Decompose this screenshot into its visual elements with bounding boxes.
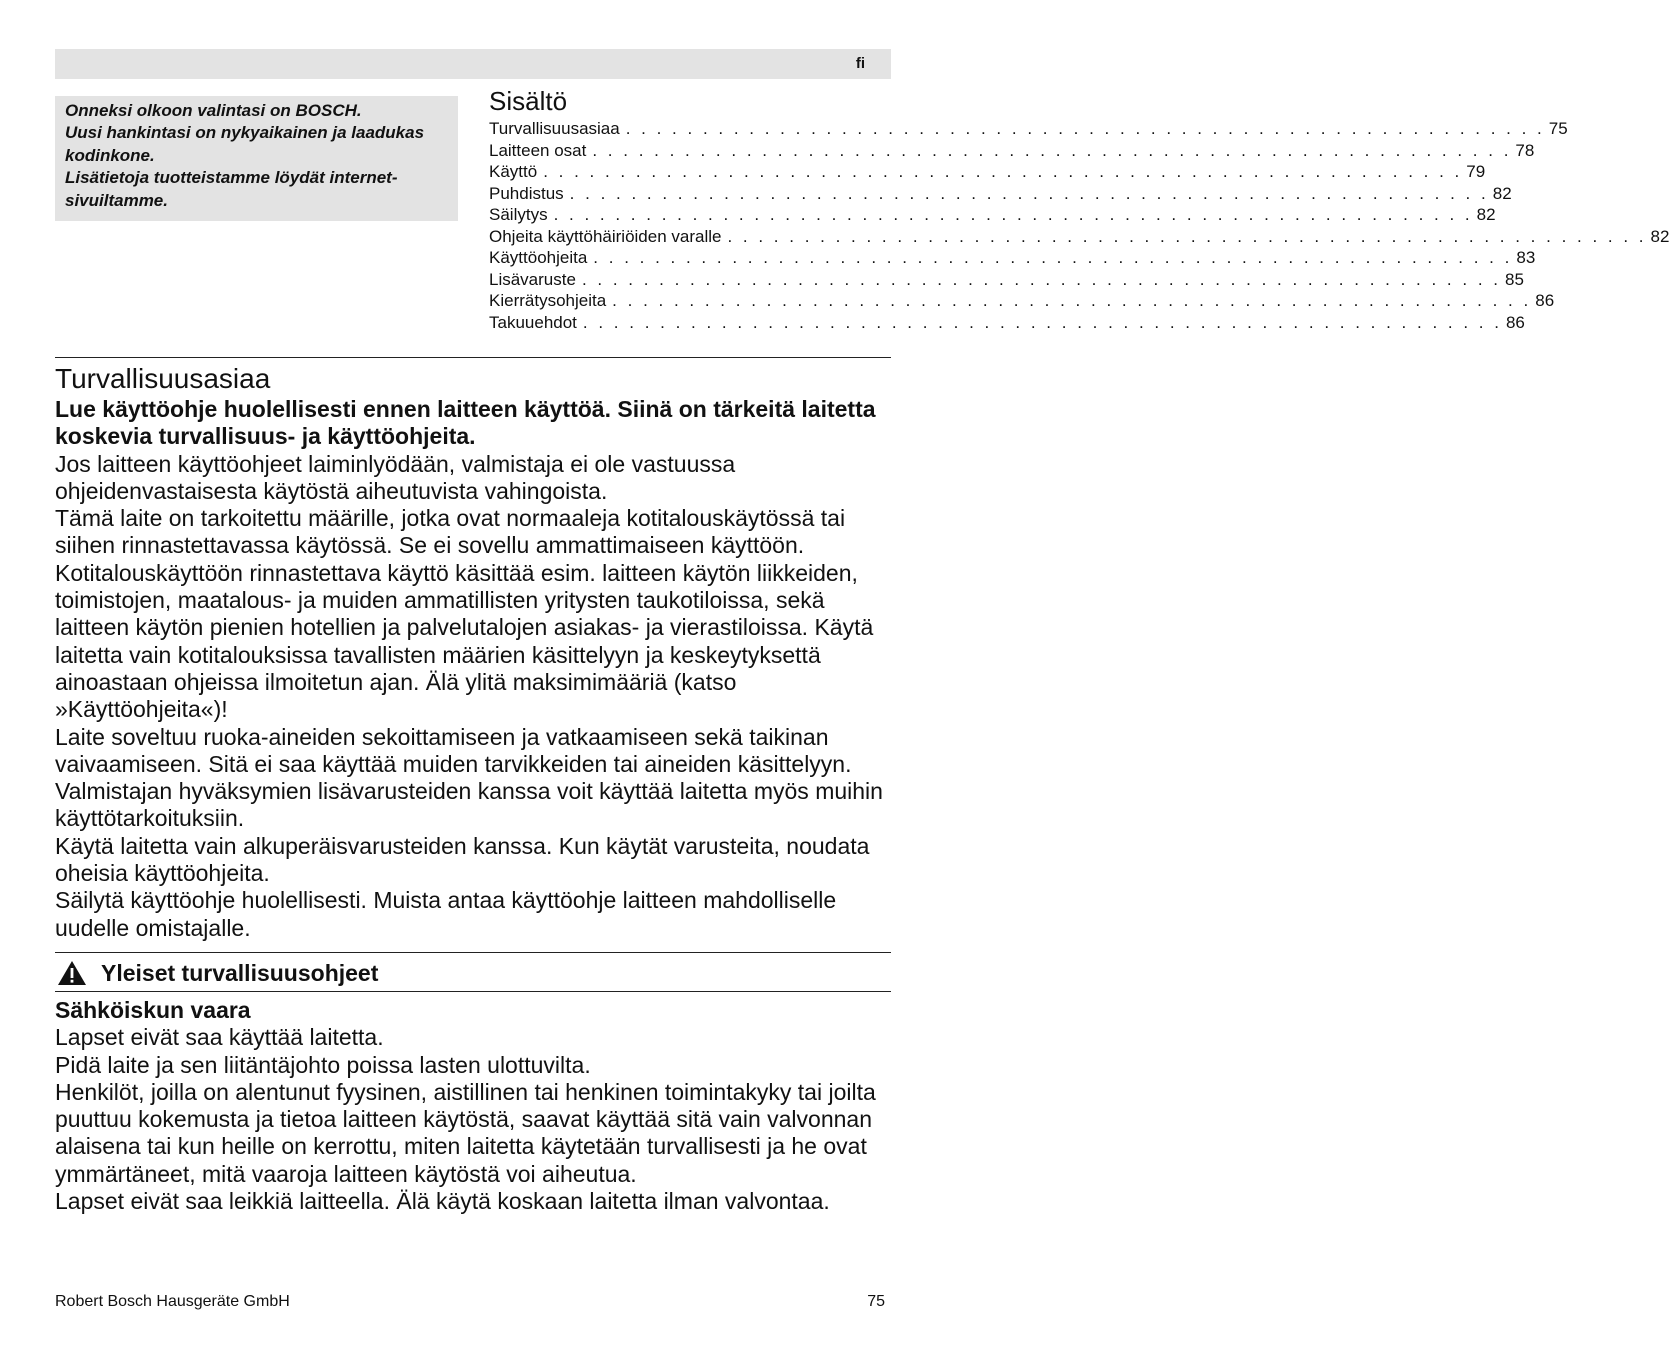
toc-title: Sisältö [489,86,568,116]
lead-paragraph: Lue käyttöohje huolellisesti ennen laitteen käyttöä. Siinä on tärkeitä laitetta koskevia turvallisuus- ja käyttöohjeita. [55,396,876,450]
warning-title: Yleiset turvallisuusohjeet [101,959,379,986]
paragraph: Lapset eivät saa leikkiä laitteella. Älä käytä koskaan laitetta ilman valvontaa. [55,1188,830,1215]
toc-item-label: Säilytys [489,205,548,224]
toc-item-label: Turvallisuusasiaa [489,119,620,138]
toc-item-label: Puhdistus [489,183,564,203]
toc-leader-dots: . . . . . . . . . . . . . . . . . . . . . . . . . . . . . . . . . . . . . . . . . . . . . . . . . . . . . . . . . . . . [593,248,1513,267]
toc-item-page: 85 [1505,269,1524,289]
paragraph: Lapset eivät saa käyttää laitetta. [55,1024,384,1051]
intro-line: sivuiltamme. [65,190,168,210]
toc-item-page: 82 [1476,205,1496,224]
toc-item [489,183,1512,205]
toc-item-page: 83 [1516,248,1536,267]
intro-box [55,96,458,221]
toc-leader-dots: . . . . . . . . . . . . . . . . . . . . . . . . . . . . . . . . . . . . . . . . . . . . . . . . . . . . . . . . . . . . [569,183,1489,203]
toc-item [489,226,1669,248]
toc-item [489,140,1535,162]
paragraph: Laite soveltuu ruoka-aineiden sekoittamiseen ja vatkaamiseen sekä taikinan vaivaamiseen. Sitä ei saa käyttää muiden tarvikkeiden tai aineiden käsittelyyn. Valmistajan hyväksymien lisävarusteiden kanssa voit käyttää laitetta myös muihin käyttötarkoituksiin. [55,723,883,832]
warning-triangle-icon [57,960,87,986]
toc-leader-dots: . . . . . . . . . . . . . . . . . . . . . . . . . . . . . . . . . . . . . . . . . . . . . . . . . . . . . . . . . . . . [581,269,1501,289]
toc-item [489,204,1496,226]
warning-top-rule [55,952,891,953]
toc-item-page: 82 [1492,183,1512,203]
footer [55,1293,885,1311]
toc-item-page: 79 [1466,162,1486,181]
intro-line: Lisätietoja tuotteistamme löydät internet- [65,168,398,188]
toc-item [489,290,1555,312]
toc-leader-dots: . . . . . . . . . . . . . . . . . . . . . . . . . . . . . . . . . . . . . . . . . . . . . . . . . . . . . . . . . . . . [582,312,1502,332]
warning-bottom-rule [55,991,891,992]
paragraph: Säilytä käyttöohje huolellisesti. Muista antaa käyttöohje laitteen mahdolliselle uudelle omistajalle. [55,887,837,941]
toc-leader-dots: . . . . . . . . . . . . . . . . . . . . . . . . . . . . . . . . . . . . . . . . . . . . . . . . . . . . . . . . . . . . [612,291,1532,310]
warning-heading [55,957,891,989]
footer-page-number: 75 [867,1293,885,1310]
paragraph: Käytä laitetta vain alkuperäisvarusteiden kanssa. Kun käytät varusteita, noudata oheisia käyttöohjeita. [55,832,870,887]
toc-item-label: Lisävaruste [489,269,576,289]
section-title: Turvallisuusasiaa [55,363,271,394]
paragraph: Pidä laite ja sen liitäntäjohto poissa lasten ulottuvilta. [55,1051,591,1078]
intro-line: Uusi hankintasi on nykyaikainen ja laadukas [65,123,425,143]
toc-item-page: 75 [1548,119,1568,138]
toc-item-label: Kierrätysohjeita [489,291,607,310]
toc-item-page: 86 [1535,291,1555,310]
toc-item [489,247,1536,269]
toc-leader-dots: . . . . . . . . . . . . . . . . . . . . . . . . . . . . . . . . . . . . . . . . . . . . . . . . . . . . . . . . . . . . [553,205,1473,224]
table-of-contents [489,86,1669,333]
intro-line: Onneksi olkoon valintasi on BOSCH. [65,101,362,120]
toc-item [489,161,1486,183]
toc-item-label: Käyttö [489,162,538,181]
footer-company: Robert Bosch Hausgeräte GmbH [55,1293,290,1310]
toc-item-label: Takuuehdot [489,312,577,332]
intro-line: kodinkone. [65,145,155,165]
toc-leader-dots: . . . . . . . . . . . . . . . . . . . . . . . . . . . . . . . . . . . . . . . . . . . . . . . . . . . . . . . . . . . . [592,140,1512,160]
toc-item-page: 78 [1515,140,1535,160]
toc-item-label: Laitteen osat [489,140,587,160]
toc-leader-dots: . . . . . . . . . . . . . . . . . . . . . . . . . . . . . . . . . . . . . . . . . . . . . . . . . . . . . . . . . . . . [727,226,1647,246]
general-safety-section [55,997,900,1215]
toc-item [489,118,1568,140]
paragraph: Tämä laite on tarkoitettu määrille, jotka ovat normaaleja kotitalouskäytössä tai siihen rinnastettavassa käytössä. Se ei sovellu ammattimaiseen käyttöön. Kotitalouskäyttöön rinnastettava käyttö käsittää esim. laitteen käytön liikkeiden, toimistojen, maatalous- ja muiden ammatillisten yritysten taukotiloissa, sekä laitteen käytön pienien hotellien ja palvelutalojen asiakas- ja vierastiloissa. Käytä laitetta vain kotitalouksissa tavallisten määrien käsittelyyn ja keskeytyksettä ainoastaan ohjeissa ilmoitetun ajan. Älä ylitä maksimimääriä (katso »Käyttöohjeita«)! [55,505,874,723]
section-divider [55,357,891,358]
toc-item-page: 82 [1650,226,1669,246]
toc-item [489,269,1524,291]
toc-item-page: 86 [1505,312,1525,332]
paragraph: Henkilöt, joilla on alentunut fyysinen, aistillinen tai henkinen toimintakyky tai joilta puuttuu kokemusta ja tietoa laitteen käytöstä, saavat käyttää sitä vain valvonnan alaisena tai kun heille on kerrottu, miten laitetta käytetään turvallisesti ja he ovat ymmärtäneet, mitä vaaroja laitteen käytöstä voi aiheutua. [55,1078,876,1187]
toc-item-label: Ohjeita käyttöhäiriöiden varalle [489,226,722,246]
language-code: fi [855,55,865,72]
toc-leader-dots: . . . . . . . . . . . . . . . . . . . . . . . . . . . . . . . . . . . . . . . . . . . . . . . . . . . . . . . . . . . . [543,162,1463,181]
subsection-title: Sähköiskun vaara [55,997,251,1023]
header-bar [55,49,891,79]
safety-section [55,362,900,942]
toc-item-label: Käyttöohjeita [489,248,588,267]
paragraph: Jos laitteen käyttöohjeet laiminlyödään, valmistaja ei ole vastuussa ohjeidenvastaisesta käytöstä aiheutuvista vahingoista. [55,450,736,504]
toc-item [489,312,1525,334]
toc-leader-dots: . . . . . . . . . . . . . . . . . . . . . . . . . . . . . . . . . . . . . . . . . . . . . . . . . . . . . . . . . . . . [625,119,1545,138]
